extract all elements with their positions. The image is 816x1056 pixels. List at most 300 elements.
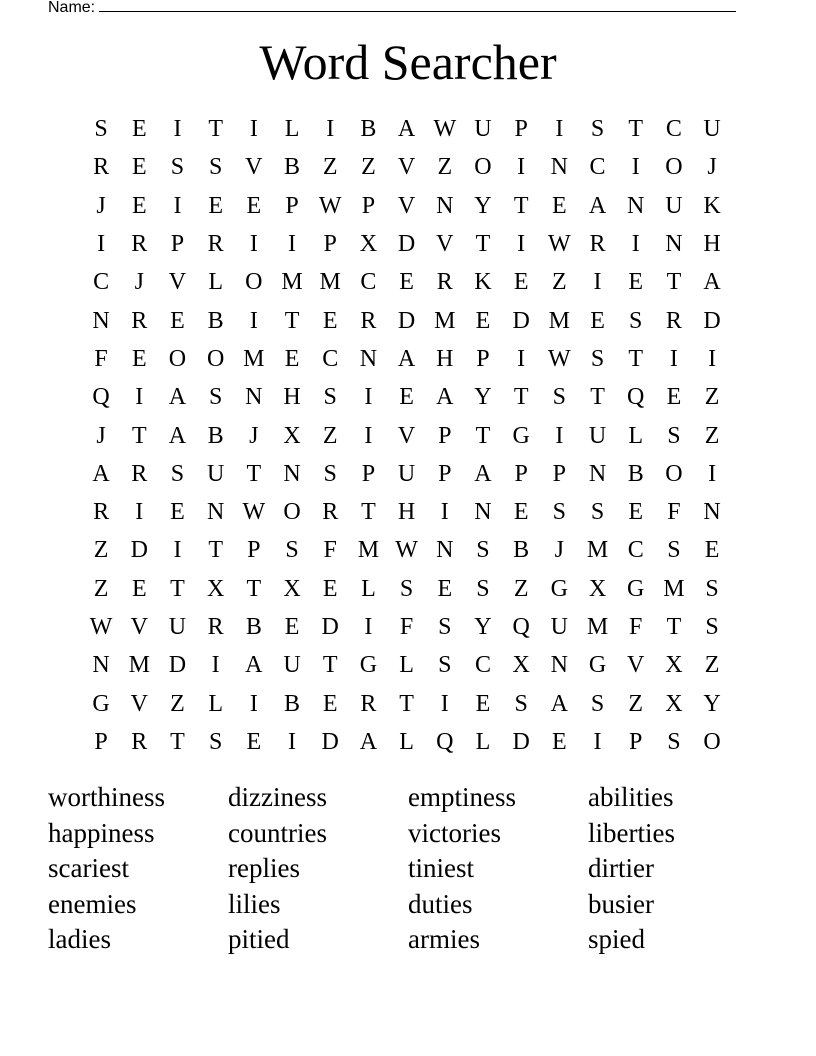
- grid-cell: J: [96, 422, 106, 449]
- word-list-item: duties: [408, 888, 473, 919]
- page-title: Word Searcher: [259, 34, 557, 90]
- grid-cell: Z: [322, 422, 338, 449]
- grid-cell: B: [360, 116, 377, 143]
- grid-row: [82, 110, 731, 148]
- grid-cell: P: [514, 116, 528, 143]
- grid-cell: I: [249, 116, 258, 143]
- word-list-item: dirtier: [588, 853, 654, 883]
- grid-row: [82, 225, 731, 263]
- grid-cell: I: [364, 422, 373, 449]
- grid-cell: Z: [170, 690, 185, 717]
- grid-cell: N: [588, 460, 607, 487]
- grid-cell: N: [245, 384, 263, 411]
- grid-cell: O: [206, 345, 225, 372]
- grid-cell: I: [173, 192, 182, 219]
- grid-cell: I: [555, 422, 564, 449]
- word-list-item: lilies: [228, 888, 281, 919]
- grid-cell: E: [208, 192, 223, 219]
- grid-cell: X: [512, 652, 530, 679]
- grid-cell: U: [588, 422, 607, 449]
- grid-cell: S: [94, 116, 108, 143]
- word-list-item: armies: [408, 924, 480, 954]
- grid-cell: E: [399, 384, 414, 411]
- grid-cell: E: [475, 690, 491, 717]
- grid-cell: R: [665, 307, 682, 334]
- grid-cell: I: [288, 231, 297, 258]
- grid-cell: O: [283, 499, 301, 526]
- grid-cell: M: [243, 345, 265, 372]
- grid-cell: V: [397, 192, 416, 219]
- grid-cell: U: [206, 460, 225, 487]
- grid-cell: E: [704, 537, 720, 564]
- grid-cell: S: [552, 499, 567, 526]
- grid-row: [82, 416, 731, 454]
- grid-cell: N: [206, 499, 225, 526]
- grid-cell: E: [131, 192, 147, 219]
- word-list: [48, 780, 768, 958]
- grid-cell: M: [281, 269, 303, 296]
- grid-cell: I: [555, 116, 564, 143]
- grid-cell: Q: [436, 728, 454, 755]
- grid-cell: E: [666, 384, 682, 411]
- grid-cell: N: [283, 460, 301, 487]
- grid-cell: D: [397, 231, 416, 258]
- grid-cell: X: [588, 575, 607, 602]
- grid-cell: E: [246, 192, 262, 219]
- grid-cell: Y: [474, 384, 492, 411]
- grid-cell: T: [246, 460, 262, 487]
- grid-cell: I: [440, 499, 449, 526]
- word-list-item: tiniest: [408, 853, 474, 883]
- grid-cell: O: [245, 269, 263, 296]
- grid-cell: R: [131, 728, 148, 755]
- grid-row: [82, 301, 731, 339]
- grid-cell: D: [321, 614, 339, 640]
- grid-cell: T: [208, 537, 223, 564]
- grid-cell: S: [399, 575, 414, 602]
- grid-cell: D: [512, 307, 530, 334]
- grid-cell: X: [665, 652, 683, 679]
- word-list-item: pitied: [228, 924, 290, 954]
- grid-cell: I: [288, 728, 297, 755]
- grid-cell: M: [663, 575, 685, 602]
- grid-cell: K: [703, 192, 721, 219]
- grid-cell: Z: [552, 269, 567, 296]
- grid-cell: V: [245, 154, 263, 181]
- grid-cell: X: [206, 575, 225, 602]
- grid-cell: E: [628, 499, 644, 526]
- grid-cell: P: [361, 460, 376, 487]
- grid-cell: I: [249, 690, 258, 717]
- grid-cell: I: [135, 499, 144, 526]
- grid-cell: Z: [704, 384, 720, 411]
- grid-cell: Z: [437, 154, 453, 181]
- grid-cell: E: [513, 499, 529, 526]
- grid-row: [82, 570, 731, 608]
- grid-cell: Q: [512, 614, 530, 640]
- grid-cell: S: [208, 384, 223, 411]
- word-list-item: ladies: [48, 924, 111, 954]
- grid-cell: H: [703, 231, 721, 258]
- grid-cell: K: [474, 269, 492, 296]
- grid-cell: T: [246, 575, 262, 602]
- grid-cell: E: [552, 728, 567, 755]
- grid-cell: E: [513, 269, 529, 296]
- grid-cell: E: [284, 614, 300, 640]
- grid-cell: T: [666, 614, 682, 640]
- grid-cell: V: [436, 231, 454, 258]
- grid-cell: E: [399, 269, 414, 296]
- grid-cell: S: [667, 728, 681, 755]
- grid-cell: Y: [474, 192, 492, 219]
- grid-cell: S: [629, 307, 643, 334]
- grid-cell: J: [249, 422, 259, 449]
- grid-cell: Z: [704, 422, 720, 449]
- grid-row: [82, 148, 731, 186]
- grid-cell: I: [173, 116, 182, 143]
- grid-cell: H: [397, 499, 416, 526]
- grid-cell: T: [170, 575, 185, 602]
- grid-cell: B: [513, 537, 530, 564]
- grid-cell: O: [665, 460, 683, 487]
- grid-cell: I: [631, 154, 640, 181]
- grid-cell: B: [284, 154, 301, 181]
- grid-cell: L: [208, 269, 223, 296]
- grid-cell: S: [208, 728, 223, 755]
- grid-cell: J: [707, 154, 717, 181]
- grid-cell: X: [283, 422, 301, 449]
- grid-cell: W: [318, 192, 342, 219]
- grid-cell: S: [590, 345, 605, 372]
- grid-cell: S: [590, 499, 605, 526]
- grid-cell: S: [438, 614, 452, 640]
- grid-cell: E: [284, 345, 300, 372]
- grid-cell: Z: [322, 154, 338, 181]
- grid-cell: G: [588, 652, 607, 679]
- word-list-item: spied: [588, 924, 645, 954]
- word-list-item: dizziness: [228, 782, 327, 812]
- grid-cell: A: [168, 422, 187, 449]
- grid-cell: I: [593, 269, 602, 296]
- grid-cell: V: [627, 652, 645, 679]
- grid-cell: C: [474, 652, 491, 679]
- grid-cell: R: [131, 307, 148, 334]
- grid-cell: C: [665, 116, 682, 143]
- grid-cell: B: [245, 614, 262, 640]
- grid-cell: L: [475, 728, 491, 755]
- grid-cell: I: [364, 384, 373, 411]
- grid-cell: R: [436, 269, 453, 296]
- grid-cell: E: [552, 192, 567, 219]
- grid-cell: E: [437, 575, 453, 602]
- grid-cell: J: [96, 192, 106, 219]
- grid-cell: D: [397, 307, 416, 334]
- grid-cell: I: [708, 345, 717, 372]
- grid-cell: E: [322, 307, 338, 334]
- grid-cell: O: [168, 345, 187, 372]
- grid-cell: W: [395, 537, 418, 564]
- grid-cell: S: [476, 575, 490, 602]
- grid-cell: J: [134, 269, 144, 296]
- grid-cell: I: [364, 614, 373, 640]
- grid-cell: A: [588, 192, 607, 219]
- grid-cell: R: [360, 307, 377, 334]
- word-list-item: replies: [228, 853, 300, 883]
- grid-cell: P: [285, 192, 299, 219]
- grid-cell: R: [207, 231, 224, 258]
- grid-cell: T: [475, 231, 491, 258]
- grid-cell: J: [554, 537, 565, 564]
- grid-cell: N: [474, 499, 492, 526]
- grid-cell: T: [628, 345, 644, 372]
- grid-cell: D: [130, 537, 148, 564]
- grid-cell: B: [627, 460, 644, 487]
- grid-cell: I: [440, 690, 449, 717]
- grid-cell: M: [357, 537, 380, 564]
- grid-cell: U: [550, 614, 569, 640]
- grid-cell: S: [667, 537, 681, 564]
- grid-cell: G: [627, 575, 645, 602]
- grid-cell: V: [397, 154, 416, 181]
- grid-cell: C: [93, 269, 110, 296]
- grid-cell: V: [130, 614, 148, 640]
- grid-cell: R: [360, 690, 377, 717]
- grid-cell: E: [170, 307, 185, 334]
- grid-cell: D: [168, 652, 187, 679]
- grid-cell: E: [628, 269, 644, 296]
- grid-cell: L: [399, 652, 414, 679]
- grid-cell: Z: [704, 652, 720, 679]
- grid-cell: S: [438, 652, 452, 679]
- grid-cell: S: [208, 154, 223, 181]
- grid-cell: F: [399, 614, 414, 640]
- name-underline: [99, 0, 736, 12]
- grid-cell: S: [514, 690, 528, 717]
- grid-cell: M: [548, 307, 571, 334]
- grid-cell: S: [590, 116, 605, 143]
- grid-cell: Y: [474, 614, 492, 640]
- grid-cell: E: [590, 307, 605, 334]
- grid-row: [82, 378, 731, 416]
- grid-cell: P: [361, 192, 376, 219]
- grid-cell: I: [593, 728, 602, 755]
- grid-cell: L: [284, 116, 300, 143]
- grid-cell: C: [589, 154, 606, 181]
- grid-cell: H: [283, 384, 301, 411]
- grid-cell: A: [474, 460, 492, 487]
- grid-cell: N: [550, 652, 569, 679]
- word-list-item: liberties: [588, 817, 675, 848]
- grid-cell: U: [474, 116, 492, 143]
- name-field: [48, 0, 736, 18]
- grid-row: [82, 684, 731, 722]
- grid-cell: V: [130, 690, 148, 717]
- grid-cell: T: [208, 116, 223, 143]
- grid-cell: E: [131, 345, 147, 372]
- grid-cell: R: [131, 460, 148, 487]
- word-list-item: victories: [408, 817, 501, 848]
- grid-cell: Q: [92, 384, 110, 411]
- grid-cell: W: [89, 614, 113, 640]
- grid-cell: N: [550, 154, 569, 181]
- grid-cell: W: [242, 499, 266, 526]
- grid-cell: H: [436, 345, 454, 372]
- grid-cell: T: [475, 422, 491, 449]
- grid-cell: Z: [361, 154, 376, 181]
- grid-cell: L: [399, 728, 414, 755]
- grid-cell: S: [285, 537, 299, 564]
- word-list-item: enemies: [48, 888, 137, 919]
- grid-cell: T: [399, 690, 414, 717]
- grid-cell: A: [359, 728, 378, 755]
- letter-grid: [82, 110, 731, 761]
- grid-row: [82, 531, 731, 569]
- grid-cell: N: [92, 652, 110, 679]
- grid-cell: S: [323, 460, 337, 487]
- grid-cell: T: [666, 269, 682, 296]
- grid-cell: M: [319, 269, 341, 296]
- grid-cell: W: [433, 116, 457, 143]
- grid-cell: E: [322, 575, 338, 602]
- word-list-item: happiness: [48, 817, 155, 848]
- grid-cell: P: [514, 460, 528, 487]
- grid-cell: E: [170, 499, 185, 526]
- grid-cell: V: [168, 269, 187, 296]
- grid-cell: T: [131, 422, 147, 449]
- grid-cell: G: [550, 575, 569, 602]
- word-list-item: busier: [588, 888, 654, 919]
- grid-cell: Z: [93, 537, 109, 564]
- grid-cell: F: [629, 614, 643, 640]
- grid-cell: F: [667, 499, 681, 526]
- grid-cell: F: [94, 345, 108, 372]
- grid-cell: I: [97, 231, 106, 258]
- grid-cell: N: [436, 537, 454, 564]
- word-list-item: worthiness: [48, 782, 165, 812]
- grid-cell: O: [703, 728, 721, 755]
- grid-cell: I: [517, 154, 526, 181]
- grid-cell: L: [628, 422, 644, 449]
- grid-cell: I: [669, 345, 678, 372]
- grid-cell: E: [246, 728, 262, 755]
- grid-row: [82, 646, 731, 684]
- grid-cell: S: [590, 690, 605, 717]
- name-label: Name:: [48, 0, 96, 16]
- grid-cell: Z: [513, 575, 529, 602]
- grid-cell: U: [283, 652, 301, 679]
- grid-cell: S: [705, 614, 719, 640]
- grid-cell: P: [552, 460, 567, 487]
- grid-cell: R: [589, 231, 606, 258]
- grid-cell: G: [92, 690, 110, 717]
- grid-cell: B: [207, 422, 224, 449]
- grid-cell: U: [703, 116, 721, 143]
- grid-cell: I: [517, 231, 526, 258]
- grid-cell: Z: [628, 690, 644, 717]
- grid-cell: R: [93, 499, 110, 526]
- grid-cell: T: [628, 116, 644, 143]
- grid-cell: S: [323, 384, 337, 411]
- grid-cell: F: [323, 537, 337, 564]
- grid-cell: A: [397, 345, 416, 372]
- grid-cell: B: [284, 690, 301, 717]
- word-list-item: abilities: [588, 782, 674, 812]
- grid-cell: I: [249, 231, 258, 258]
- word-list-item: scariest: [48, 853, 129, 883]
- grid-cell: R: [93, 154, 110, 181]
- grid-cell: R: [322, 499, 339, 526]
- grid-cell: B: [207, 307, 224, 334]
- grid-cell: C: [360, 269, 377, 296]
- grid-cell: D: [703, 307, 721, 334]
- grid-cell: P: [438, 460, 452, 487]
- grid-cell: A: [436, 384, 454, 411]
- grid-cell: T: [590, 384, 605, 411]
- grid-cell: P: [170, 231, 185, 258]
- grid-cell: O: [474, 154, 492, 181]
- grid-cell: O: [665, 154, 683, 181]
- grid-cell: Q: [627, 384, 645, 411]
- grid-cell: R: [207, 614, 224, 640]
- grid-row: [82, 608, 731, 646]
- grid-cell: T: [284, 307, 300, 334]
- grid-cell: G: [512, 422, 530, 449]
- grid-cell: U: [168, 614, 187, 640]
- grid-cell: X: [359, 231, 378, 258]
- grid-cell: G: [359, 652, 378, 679]
- grid-cell: M: [128, 652, 150, 679]
- grid-cell: E: [131, 116, 147, 143]
- grid-cell: R: [131, 231, 148, 258]
- grid-cell: S: [476, 537, 490, 564]
- grid-cell: L: [208, 690, 223, 717]
- grid-cell: X: [665, 690, 683, 717]
- grid-cell: I: [517, 345, 526, 372]
- grid-cell: Y: [703, 690, 721, 717]
- grid-cell: P: [629, 728, 643, 755]
- grid-cell: N: [627, 192, 645, 219]
- grid-cell: P: [438, 422, 452, 449]
- grid-cell: N: [92, 307, 110, 334]
- grid-cell: C: [627, 537, 644, 564]
- grid-cell: D: [321, 728, 339, 755]
- grid-cell: T: [170, 728, 185, 755]
- word-list-item: countries: [228, 817, 327, 848]
- grid-cell: W: [548, 345, 571, 372]
- grid-cell: A: [397, 116, 416, 143]
- grid-cell: N: [359, 345, 378, 372]
- grid-cell: S: [170, 154, 185, 181]
- grid-row: [82, 723, 731, 761]
- grid-cell: A: [92, 460, 110, 487]
- grid-cell: N: [665, 231, 683, 258]
- grid-cell: P: [323, 231, 337, 258]
- grid-cell: I: [631, 231, 640, 258]
- grid-row: [82, 493, 731, 531]
- grid-cell: P: [94, 728, 108, 755]
- grid-row: [82, 455, 731, 493]
- grid-cell: V: [397, 422, 416, 449]
- grid-cell: P: [476, 345, 490, 372]
- grid-cell: I: [173, 537, 182, 564]
- grid-cell: Z: [93, 575, 109, 602]
- grid-cell: A: [550, 690, 569, 717]
- grid-cell: N: [436, 192, 454, 219]
- grid-cell: I: [249, 307, 258, 334]
- grid-cell: S: [705, 575, 719, 602]
- grid-cell: T: [513, 384, 529, 411]
- grid-cell: U: [665, 192, 683, 219]
